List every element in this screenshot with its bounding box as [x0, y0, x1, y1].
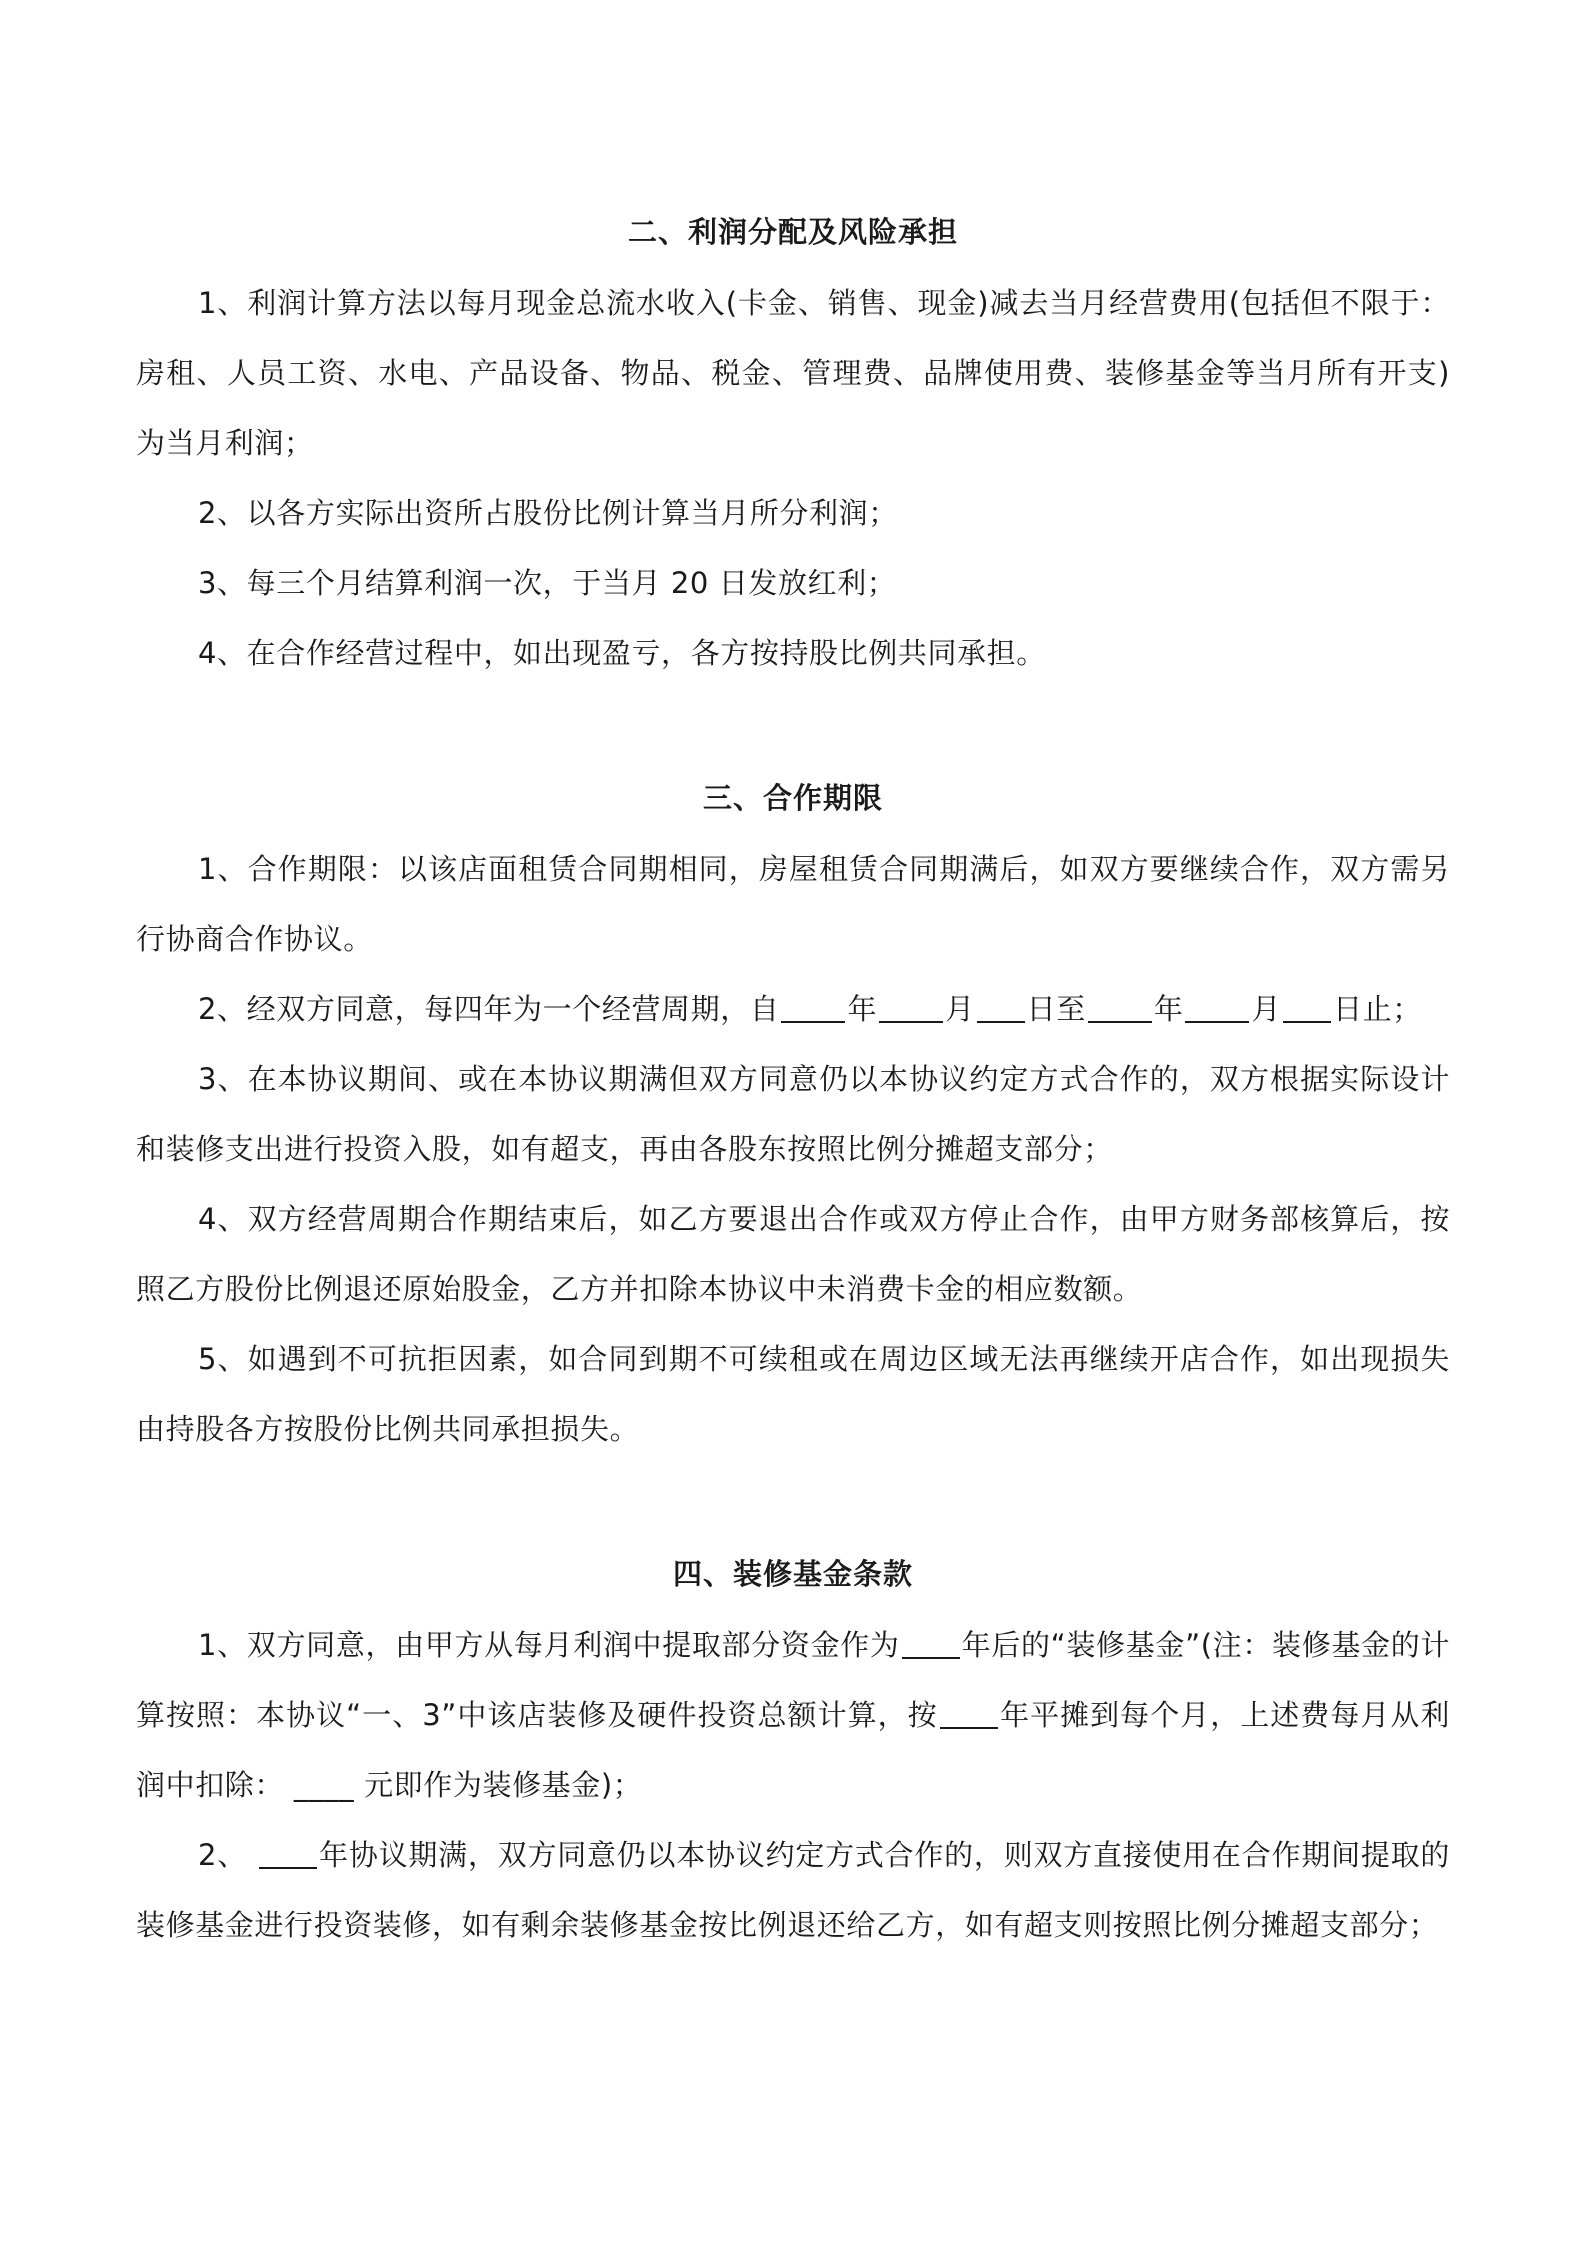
- period-day-end-label: 日止；: [1333, 992, 1422, 1026]
- period-prefix: 2、经双方同意，每四年为一个经营周期，自: [198, 992, 780, 1026]
- period-month-label: 月: [945, 992, 975, 1026]
- blank-agreement-years: [259, 1837, 317, 1869]
- blank-fund-years: [902, 1627, 960, 1659]
- clause-paragraph: 5、如遇到不可抗拒因素，如合同到期不可续租或在周边区域无法再继续开店合作，如出现损失由持股各方按股份比例共同承担损失。: [136, 1342, 1450, 1446]
- blank-start-year: [781, 991, 845, 1023]
- clause-fund-paragraph-1: [136, 1610, 1450, 1820]
- fund-text-p2b: 年协议期满，双方同意仍以本协议约定方式合作的，则双方直接使用在合作期间提取的装修基金进行投资装修，如有剩余装修基金按比例退还给乙方，如有超支则按照比例分摊超支部分；: [136, 1838, 1450, 1942]
- fund-text-a: 1、双方同意，由甲方从每月利润中提取部分资金作为: [198, 1628, 900, 1662]
- clause-paragraph: 3、每三个月结算利润一次，于当月 20 日发放红利；: [198, 566, 897, 600]
- section-renovation-fund: [136, 1538, 1450, 1960]
- blank-end-month: [1185, 991, 1249, 1023]
- clause-paragraph: 2、以各方实际出资所占股份比例计算当月所分利润；: [198, 496, 898, 530]
- clause-paragraph: 1、利润计算方法以每月现金总流水收入(卡金、销售、现金)减去当月经营费用(包括但不限于：房租、人员工资、水电、产品设备、物品、税金、管理费、品牌使用费、装修基金等当月所有开支)为当月利润；: [136, 286, 1450, 460]
- clause-paragraph: 3、在本协议期间、或在本协议期满但双方同意仍以本协议约定方式合作的，双方根据实际设计和装修支出进行投资入股，如有超支，再由各股东按照比例分摊超支部分；: [136, 1062, 1450, 1166]
- section-cooperation-term: [136, 762, 1450, 1464]
- clause-fund-paragraph-2: [136, 1820, 1450, 1960]
- fund-amount-blank: ____: [293, 1768, 355, 1802]
- blank-end-day: [1283, 991, 1331, 1023]
- section-heading: 二、利润分配及风险承担: [627, 215, 958, 249]
- fund-text-p2a: 2、: [198, 1838, 247, 1872]
- fund-text-c: 年平摊到每个月，上述费每月从利润中扣除：: [136, 1698, 1450, 1802]
- fund-text-d: 元即作为装修基金)；: [364, 1768, 643, 1802]
- period-year-label: 年: [847, 992, 878, 1026]
- blank-amortize-years: [940, 1697, 998, 1729]
- period-month2-label: 月: [1251, 992, 1282, 1026]
- clause-period-paragraph: [136, 974, 1450, 1044]
- fund-text-b: 年后的“装修基金”(注：装修基金的计算按照：本协议“一、3”中该店装修及硬件投资总额计算，按: [136, 1628, 1450, 1732]
- blank-start-month: [879, 991, 943, 1023]
- section-heading: 四、装修基金条款: [672, 1557, 913, 1591]
- blank-end-year: [1088, 991, 1152, 1023]
- section-heading: 三、合作期限: [702, 781, 883, 815]
- section-profit-distribution: [136, 196, 1450, 688]
- blank-start-day: [977, 991, 1025, 1023]
- clause-paragraph: 4、在合作经营过程中，如出现盈亏，各方按持股比例共同承担。: [198, 636, 1046, 670]
- period-day-to-label: 日至: [1026, 992, 1086, 1026]
- clause-paragraph: 4、双方经营周期合作期结束后，如乙方要退出合作或双方停止合作，由甲方财务部核算后，按照乙方股份比例退还原始股金，乙方并扣除本协议中未消费卡金的相应数额。: [136, 1202, 1450, 1306]
- clause-paragraph: 1、合作期限：以该店面租赁合同期相同，房屋租赁合同期满后，如双方要继续合作，双方需另行协商合作协议。: [136, 852, 1450, 956]
- period-year2-label: 年: [1153, 992, 1184, 1026]
